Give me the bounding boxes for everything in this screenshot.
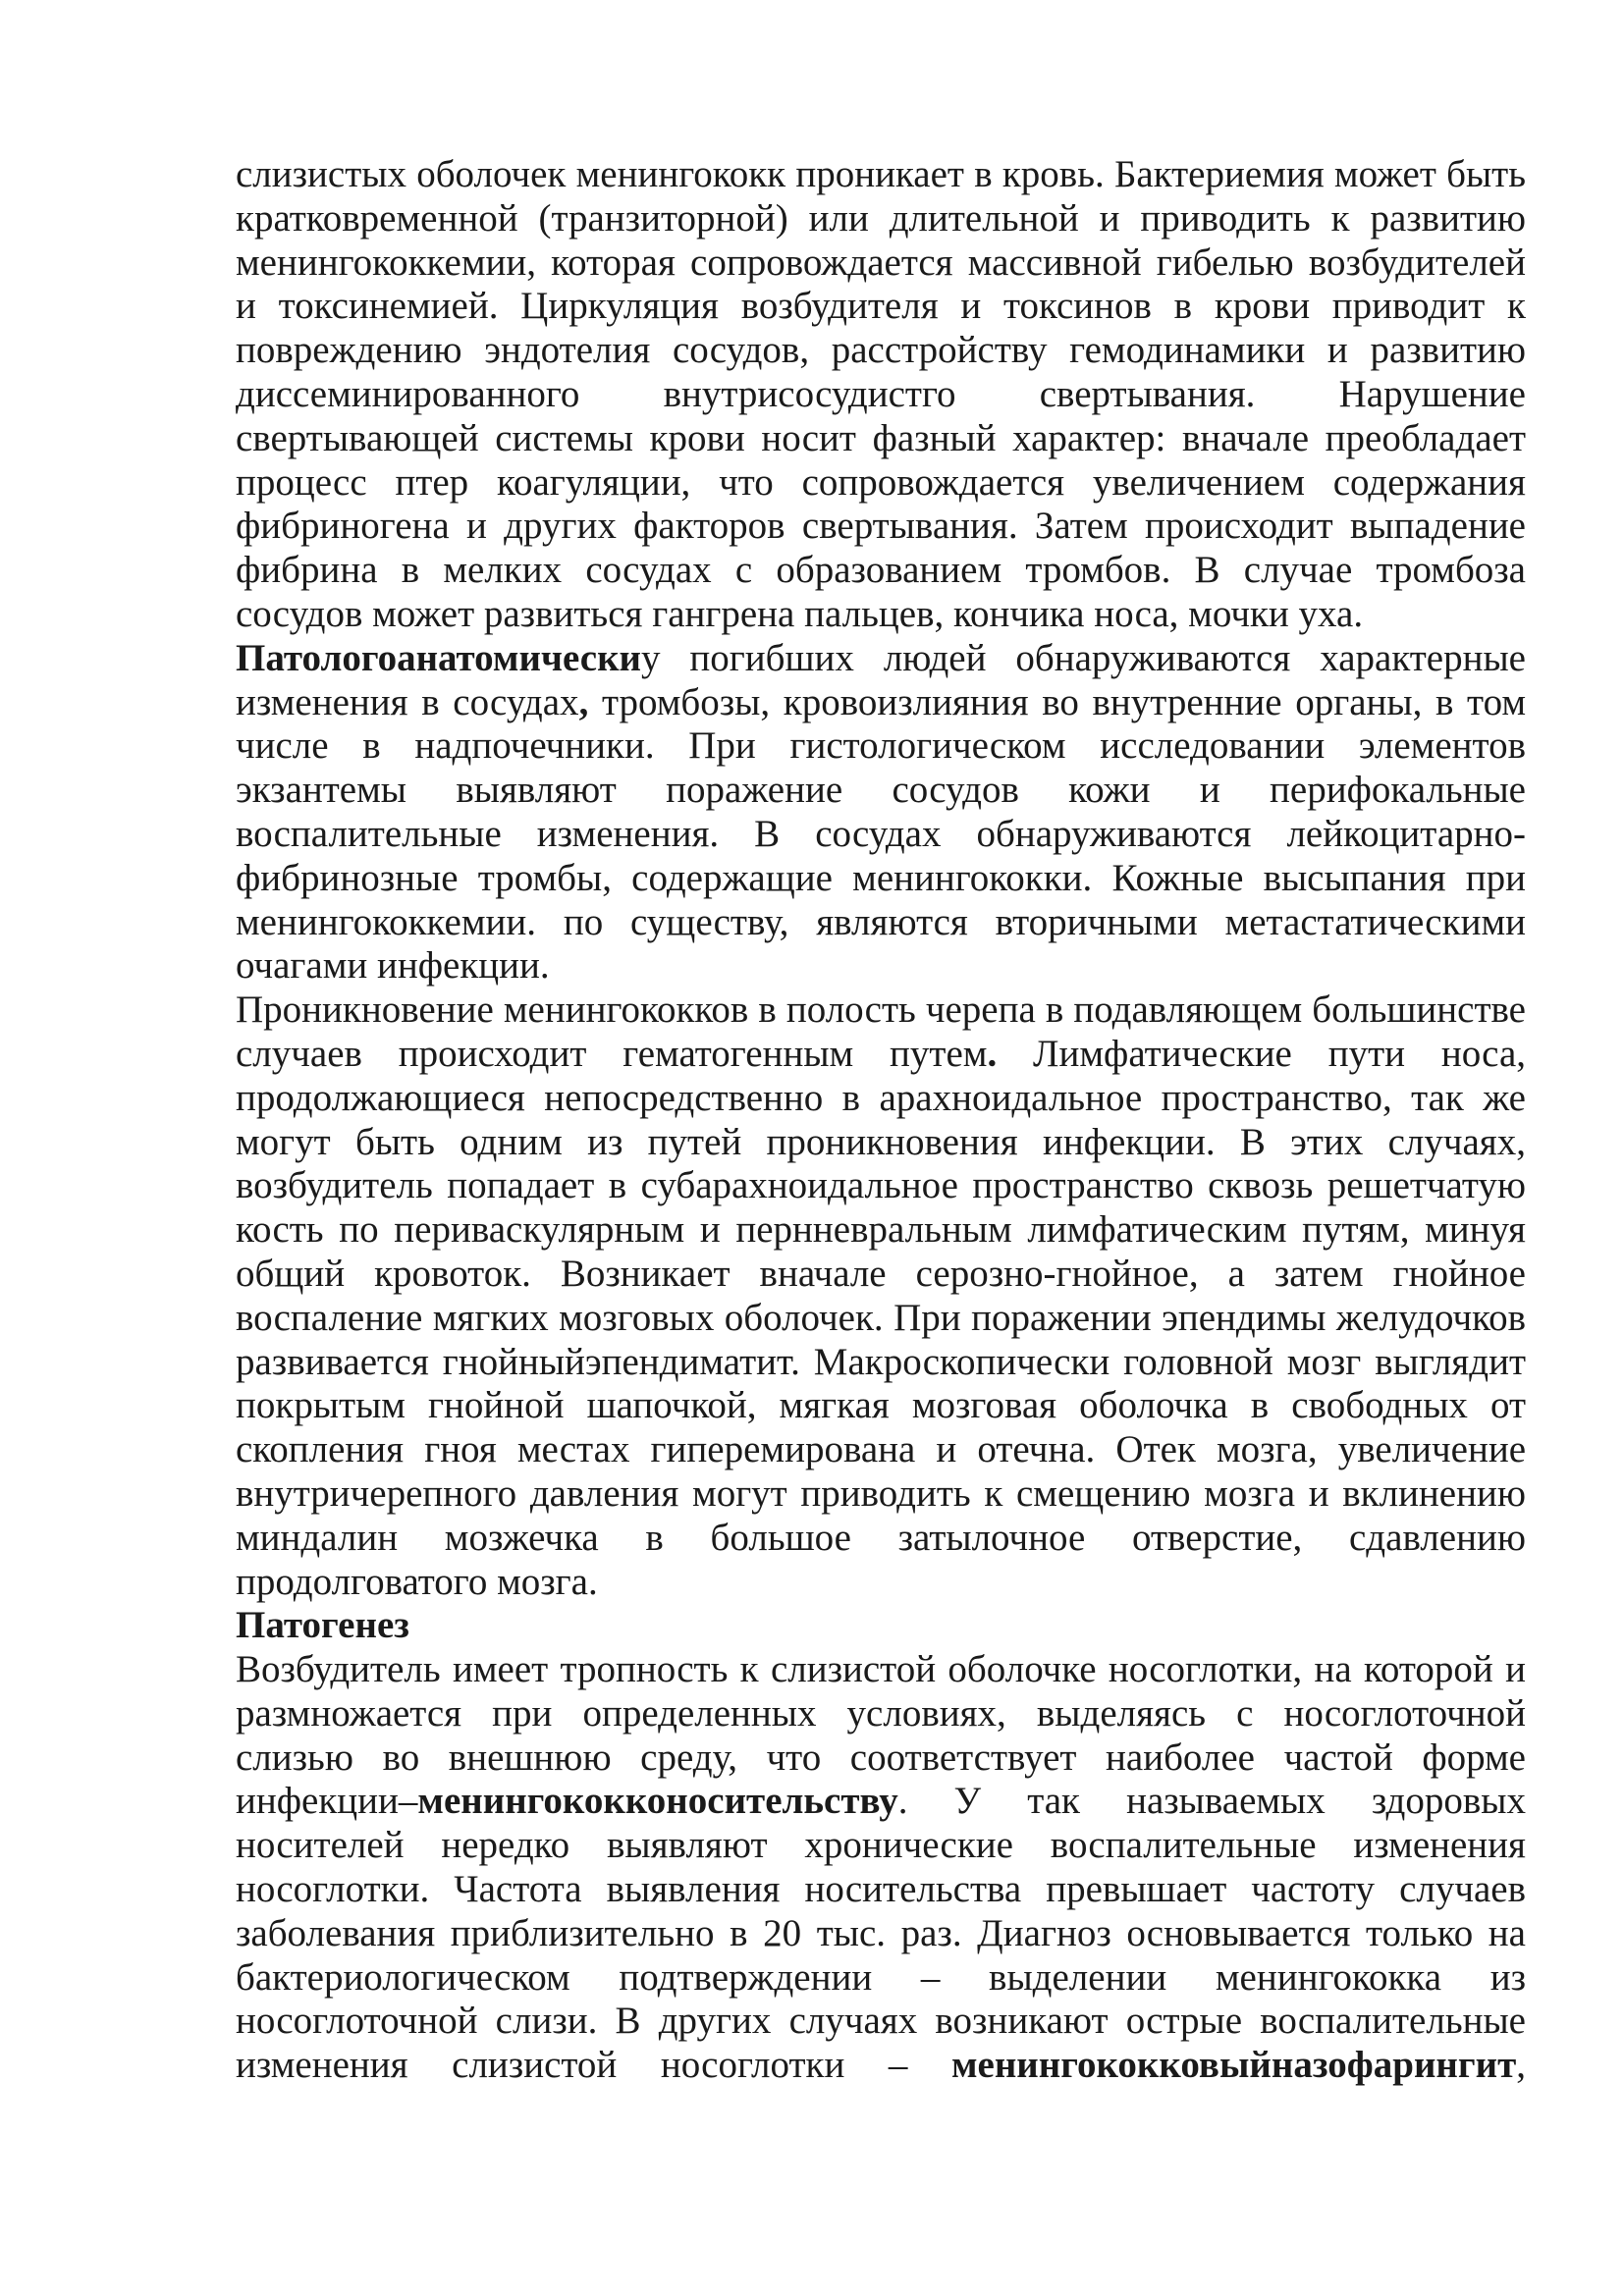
paragraph-pathology-text-b: тромбозы, кровоизлияния во внутренние органы, в том числе в надпочечники. При гистологическом исследовании элементов экзантемы выявляют поражение сосудов кожи и перифокальные воспалительные изменения. В сосудах обнаруживаются лейкоцитарно-фибринозные тромбы, содержащие менингококки. Кожные высыпания при менингококкемии. по существу, являются вторичными метастатическими очагами инфекции. <box>236 680 1527 988</box>
term-carriage: менингококконосительству <box>417 1780 898 1823</box>
document-page <box>236 153 1526 2088</box>
paragraph-pathology-text-a: у погибших людей обнаруживаются характерные изменения в сосудах <box>236 636 1526 723</box>
paragraph-pathogenesis <box>236 1648 1526 2088</box>
paragraph-pathogenesis-text-b: . У так называемых здоровых носителей нередко выявляют хронические воспалительные изменения носоглотки. Частота выявления носительства превышает частоту случаев заболевания приблизительно в 20 тыс. раз. Диагноз основывается только на бактериологическом подтверждении – выделении менингококка из носоглоточной слизи. В других случаях возникают острые воспалительные изменения слизистой носоглотки – <box>236 1780 1526 2087</box>
paragraph-pathology <box>236 637 1526 988</box>
paragraph-penetration-text-b: Лимфатические пути носа, продолжающиеся непосредственно в арахноидальное пространство, так же могут быть одним из путей проникновения инфекции. В этих случаях, возбудитель попадает в субарахноидальное пространство сквозь решетчатую кость по периваскулярным и пернневральным лимфатическим путям, минуя общий кровоток. Возникает вначале серозно-гнойное, а затем гнойное воспаление мягких мозговых оболочек. При поражении эпендимы желудочков развивается гнойныйэпендиматит. Макроскопически головной мозг выглядит покрытым гнойной шапочкой, мягкая мозговая оболочка в свободных от скопления гноя местах гиперемирована и отечна. Отек мозга, увеличение внутричерепного давления могут приводить к смещению мозга и вклинению миндалин мозжечка в большое затылочное отверстие, сдавлению продолговатого мозга. <box>236 1032 1527 1603</box>
paragraph-penetration <box>236 988 1526 1604</box>
bold-comma: , <box>578 680 589 723</box>
bold-period: . <box>987 1032 998 1075</box>
paragraph-penetration-text-a: Проникновение менингококков в полость черепа в подавляющем большинстве случаев происходит гематогенным путем <box>236 988 1526 1075</box>
term-pathologoanatomically: Патологоанатомически <box>236 636 642 679</box>
paragraph-pathogenesis-text-a: Возбудитель имеет тропность к слизистой оболочке носоглотки, на которой и размножается при определенных условиях, выделяясь с носоглоточной слизью во внешнюю среду, что соответствует наиболее частой форме инфекции– <box>236 1648 1526 1823</box>
section-heading-pathogenesis: Патогенез <box>236 1604 409 1647</box>
paragraph-pathogenesis-text-c: , <box>1516 2044 1526 2087</box>
paragraph-bacteremia: слизистых оболочек менингококк проникает в кровь. Бактериемия может быть кратковременной (транзиторной) или длительной и приводить к развитию менингококкемии, которая сопровождается массивной гибелью возбудителей и токсинемией. Циркуляция возбудителя и токсинов в крови приводит к повреждению эндотелия сосудов, расстройству гемодинамики и развитию диссеминированного внутрисосудистго свертывания. Нарушение свертывающей системы крови носит фазный характер: вначале преобладает процесс птер коагуляции, что сопровождается увеличением содержания фибриногена и других факторов свертывания. Затем происходит выпадение фибрина в мелких сосудах с образованием тромбов. В случае тромбоза сосудов может развиться гангрена пальцев, кончика носа, мочки уха. <box>236 153 1526 635</box>
term-nasopharyngitis: менингококковыйназофарингит <box>950 2044 1517 2087</box>
